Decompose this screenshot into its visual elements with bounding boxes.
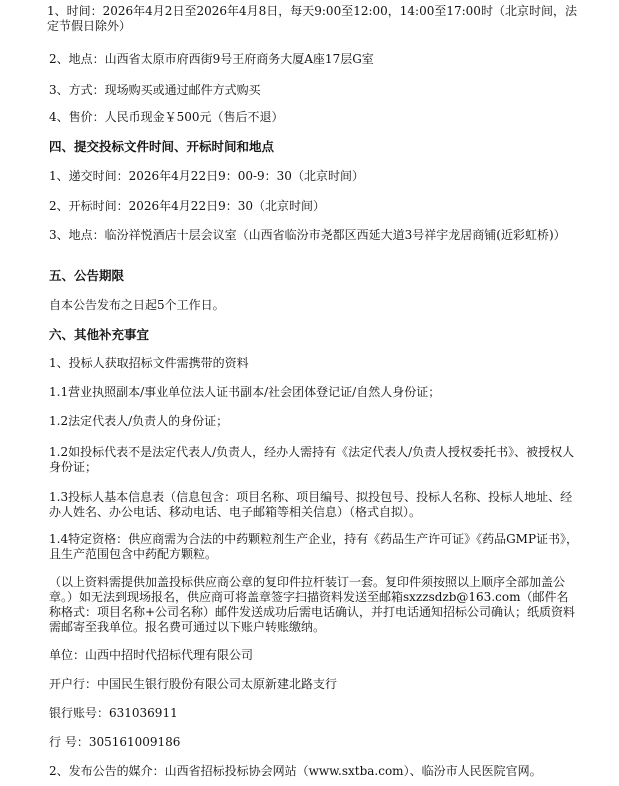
sale-place: 2、地点：山西省太原市府西街9号王府商务大厦A座17层G室 [49,52,374,66]
section-4-heading: 四、提交投标文件时间、开标时间和地点 [49,139,275,154]
open-location: 3、地点：临汾祥悦酒店十层会议室（山西省临汾市尧都区西延大道3号祥宇龙居商铺(近彩虹桥)） [49,228,566,242]
doc-1-3: 1.3投标人基本信息表（信息包含：项目名称、项目编号、拟投包号、投标人名称、投标人地址、经办人姓名、办公电话、移动电话、电子邮箱等相关信息）（格式自拟）。 [49,490,573,519]
section-6-heading: 六、其他补充事宜 [49,327,150,342]
registration-note: （以上资料需提供加盖投标供应商公章的复印件拉杆装订一套。复印件须按照以上顺序全部加盖公章。）如无法到现场报名，供应商可将盖章签字扫描资料发送至邮箱sxzzsdzb@163.com（邮件名称格式：项目名称+公司名称）邮件发送成功后需电话确认，并打电话通知招标公司确认；纸质资料需邮寄至我单位。报名费可通过以下账户转账缴纳。 [49,575,576,634]
section-5-heading: 五、公告期限 [49,268,125,283]
doc-1-1: 1.1营业执照副本/事业单位法人证书副本/社会团体登记证/自然人身份证； [49,385,441,399]
doc-1-2: 1.2法定代表人/负责人的身份证； [49,414,229,428]
notice-period: 自本公告发布之日起5个工作日。 [49,298,225,312]
open-time: 2、开标时间：2026年4月22日9：30（北京时间） [49,199,325,213]
bank-name: 开户行：中国民生银行股份有限公司太原新建北路支行 [49,677,338,691]
publish-media: 2、发布公告的媒介：山西省招标投标协会网站（www.sxtba.com）、临汾市人民医院官网。 [49,764,542,778]
doc-1-2-proxy: 1.2如投标代表不是法定代表人/负责人，经办人需持有《法定代表人/负责人授权委托书》、被授权人身份证； [49,445,575,474]
sale-price: 4、售价：人民币现金￥500元（售后不退） [49,110,284,124]
bank-account: 银行账号：631036911 [49,706,178,720]
payee-unit: 单位：山西中招时代招标代理有限公司 [49,648,254,662]
required-docs-title: 1、投标人获取招标文件需携带的资料 [49,356,249,370]
bank-number: 行 号：305161009186 [49,735,181,749]
doc-1-4: 1.4特定资格：供应商需为合法的中药颗粒剂生产企业，持有《药品生产许可证》《药品GMP证书》，且生产范围包含中药配方颗粒。 [49,532,579,561]
sale-method: 3、方式：现场购买或通过邮件方式购买 [49,83,261,97]
sale-time: 1、时间：2026年4月2日至2026年4月8日，每天9:00至12:00，14:00至17:00时（北京时间，法定节假日除外） [47,4,577,33]
submit-time: 1、递交时间：2026年4月22日9：00-9：30（北京时间） [49,169,364,183]
